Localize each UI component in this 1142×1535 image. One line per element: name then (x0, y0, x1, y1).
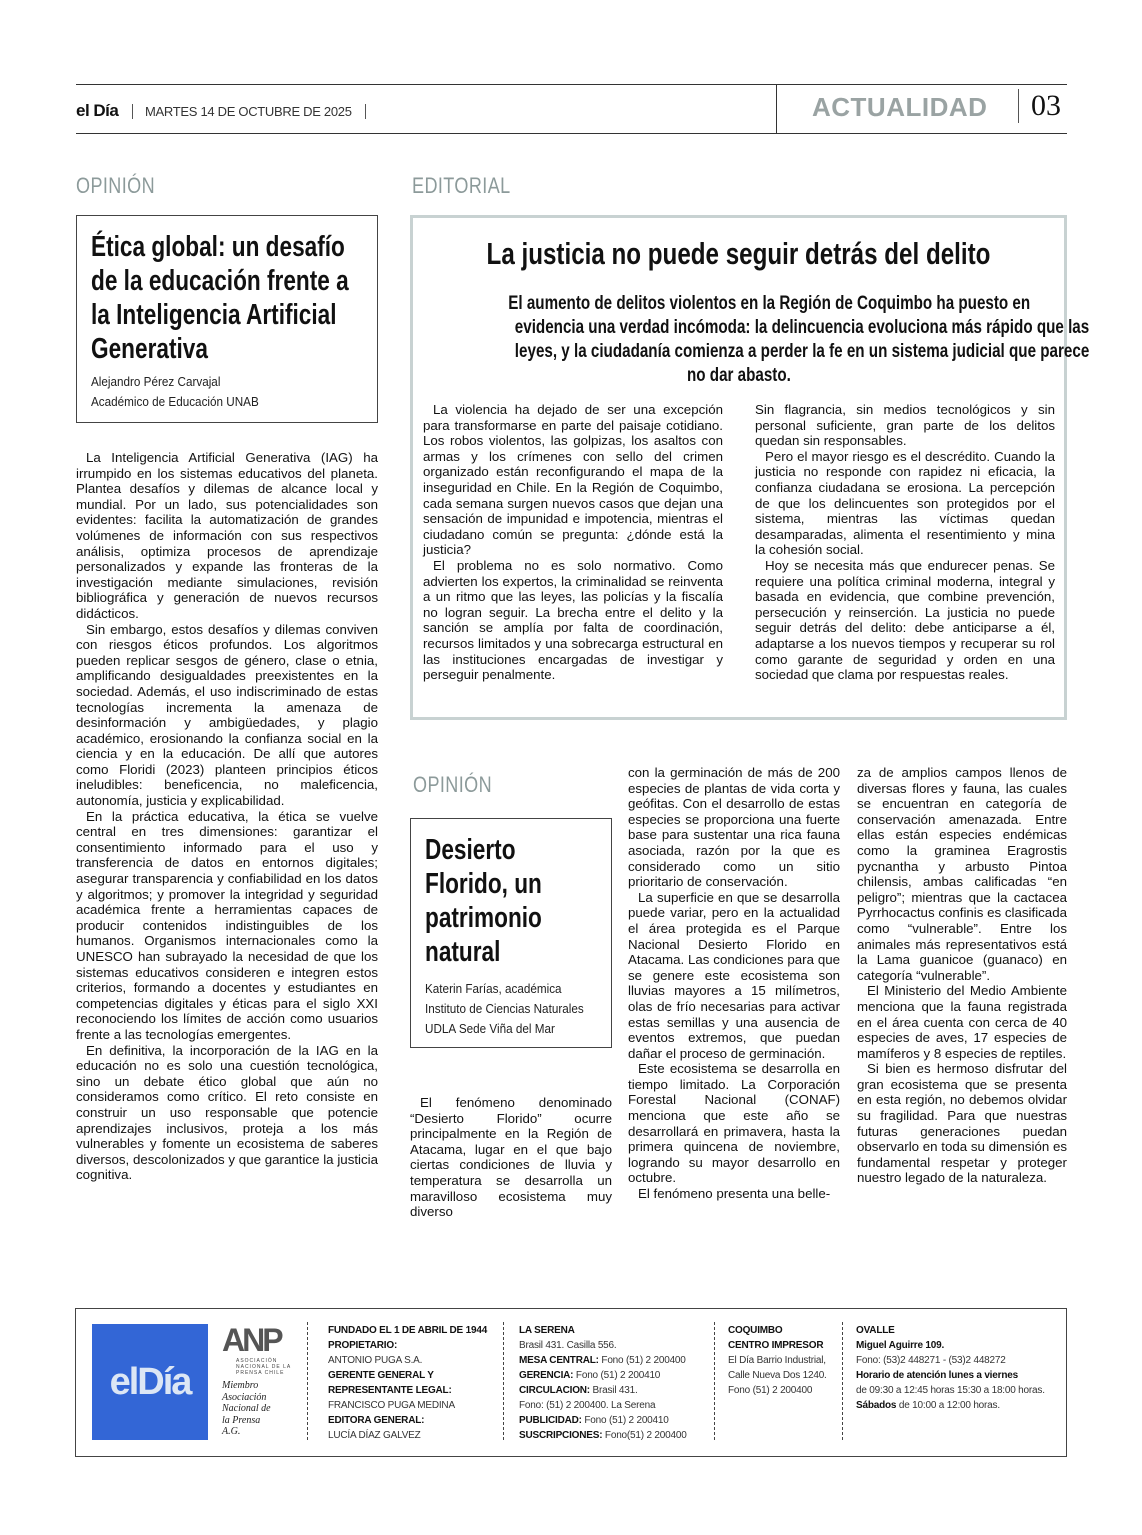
contact-label: CIRCULACION: (519, 1385, 590, 1396)
paragraph: Este ecosistema se desarrolla en tiempo limitado. La Corporación Forestal Nacional (CONAF) menciona que este año se desarrollará en primavera, hasta la primera quincena de noviembre, logrando su mayor desarrollo en octubre. (628, 1061, 840, 1186)
paragraph: En la práctica educativa, la ética se vuelve central en tres dimensiones: garantizar el consentimiento informado para el uso y transferencia de datos en entornos digitales; asegurar transparencia y confiabilidad en los datos y algoritmos; y promover la integridad y seguridad académica frente a herramientas capaces de producir contenidos indistinguibles de los humanos. Organismos internacionales como la UNESCO han subrayado la necesidad de que los sistemas educativos consideren e integren estos criterios, formando a docentes y estudiantes en competencias digitales y éticas para el siglo XXI reconociendo los límites de acción como usuarios frente a las tecnologías emergentes. (76, 808, 378, 1042)
title-line: Generativa (91, 333, 208, 365)
dashed-divider (503, 1322, 504, 1440)
office-address: Brasil 431. Casilla 556. (519, 1340, 617, 1351)
paragraph: con la germinación de más de 200 especies de plantas de vida corta y geófitas. Con el desarrollo de estas especies se proporciona una fuerte base para sustentar una rica fauna asociada, razón por la que es considerado como un sitio prioritario de conservación. (628, 765, 840, 890)
opinion-headline-box (76, 215, 378, 423)
article-title (425, 833, 597, 969)
paragraph: Sin embargo, estos desafíos y dilemas conviven con riesgos éticos profundos. Los algoritmos pueden replicar sesgos de género, clase o etnia, amplificando desigualdades preexistentes en la sociedad. Además, el uso indiscriminado de estas tecnologías incrementa la amenaza de desinformación y ambigüedades, y plagio académico, erosionando la confianza social en la ciencia y en la educación. De allí que autores como Floridi (2023) planteen principios éticos ineludibles: beneficencia, no maleficencia, autonomía, justicia y explicabilidad. (76, 621, 378, 809)
opinion-headline-box (410, 818, 612, 1048)
contact-value: Fono (51) 2 200410 (584, 1415, 669, 1426)
paragraph: Hoy se necesita más que endurecer penas. Se requiere una política criminal moderna, integral y basada en evidencia, que combine prevención, persecución y reinserción. La justicia no puede seguir detrás del delito: debe anticiparse a él, adaptarse a los nuevos tiempos y recuperar su rol como garante de seguridad y orden en una sociedad que clama por respuestas reales. (755, 557, 1055, 683)
contact-value: Fono: (53)2 448271 - (53)2 448272 (856, 1355, 1006, 1366)
member-line: Asociación (222, 1391, 267, 1403)
header-bottom-rule (76, 133, 1067, 134)
section-label-opinion: OPINIÓN (413, 772, 493, 797)
contact-label: GERENCIA: (519, 1370, 574, 1381)
hours-label: Horario de atención lunes a viernes (856, 1370, 1018, 1381)
contact-label: SUSCRIPCIONES: (519, 1430, 603, 1441)
title-line: la Inteligencia Artificial (91, 299, 337, 331)
member-line: Miembro (222, 1380, 259, 1391)
contact-value: Fono (51) 2 200400 (728, 1385, 813, 1396)
title-line: Desierto (425, 834, 516, 866)
editor: LUCÍA DÍAZ GALVEZ (328, 1430, 421, 1441)
paragraph: Pero el mayor riesgo es el descrédito. Cuando la justicia no responde con rapidez ni eficacia, la confianza ciudadana se erosiona. La percepción de que los delincuentes son protegidos por el sistema, mientras las víctimas quedan desamparadas, alimenta el resentimiento y mina la cohesión social. (755, 448, 1055, 558)
colophon-coquimbo (728, 1323, 827, 1398)
paragraph: El fenómeno presenta una belle- (638, 1186, 831, 1202)
dashed-divider (714, 1322, 715, 1440)
page-number: 03 (1018, 89, 1061, 123)
anp-caption: ASOCIACIÓN NACIONAL DE LA PRENSA CHILE (236, 1358, 291, 1376)
author-role: Académico de Educación UNAB (91, 394, 259, 409)
section-name: ACTUALIDAD (812, 92, 988, 122)
editorial-column-1 (423, 402, 723, 683)
paragraph: La Inteligencia Artificial Generativa (IAG) ha irrumpido en los sistemas educativos del planeta. Plantea desafíos y dilemas de alcance local y mundial. Por un lado, sus potencialidades son evidentes: facilita la automatización de grandes volúmenes de información con sus respectivos análisis, optimiza procesos de aprendizaje personalizados y expande las fronteras de la investigación mediante simulaciones, revisión bibliográfica y generación de nuevos recursos didácticos. (76, 450, 378, 621)
title-line: patrimonio (425, 902, 542, 934)
hours-value: de 10:00 a 12:00 horas. (898, 1400, 1000, 1411)
header-divider (776, 84, 777, 134)
contact-label: MESA CENTRAL: (519, 1355, 599, 1366)
dashed-divider (842, 1322, 843, 1440)
manager-label: GERENTE GENERAL Y (328, 1370, 434, 1381)
hours-value: de 09:30 a 12:45 horas 15:30 a 18:00 horas. (856, 1385, 1045, 1396)
dashed-divider (307, 1322, 308, 1440)
article-column-1 (410, 1095, 612, 1220)
office-subtitle: CENTRO IMPRESOR (728, 1340, 824, 1351)
contact-value: Fono: (51) 2 200400. La Serena (519, 1400, 656, 1411)
contact-value: Fono (51) 2 200410 (575, 1370, 661, 1381)
el-dia-logo[interactable]: elDía (92, 1324, 208, 1440)
manager: FRANCISCO PUGA MEDINA (328, 1400, 455, 1411)
lead-line: no dar abasto. (686, 365, 791, 386)
member-line: Nacional de (222, 1403, 271, 1414)
title-line: Ética global: un desafío (91, 231, 345, 263)
author-name: Alejandro Pérez Carvajal (91, 374, 221, 389)
office-address: El Día Barrio Industrial, (728, 1355, 826, 1366)
paragraph: El fenómeno denominado “Desierto Florido” ocurre principalmente en la Región de Atacama, lugar en el que bajo ciertas condiciones de lluvia y temperatura se desarrolla un maravilloso ecosistema muy diverso (410, 1095, 612, 1220)
paragraph: El Ministerio del Medio Ambiente menciona que la fauna registrada en el área cuenta con cerca de 40 especies de aves, 17 especies de mamíferos y 8 especies de reptiles. (857, 983, 1067, 1061)
owner: ANTONIO PUGA S.A. (328, 1355, 423, 1366)
contact-label: PUBLICIDAD: (519, 1415, 582, 1426)
member-line: A.G. (222, 1426, 241, 1437)
contact-value: Fono(51) 2 200400 (604, 1430, 687, 1441)
paragraph: En definitiva, la incorporación de la IAG en la educación no es solo una cuestión tecnológica, sino un debate ético global que aún no consideramos como crítico. El reto consiste en construir un uso responsable que potencie aprendizajes inclusivos, proteja a los más vulnerables y fomente un ecosistema de saberes diversos, descolonizados y que garantice la justicia cognitiva. (76, 1042, 378, 1183)
article-column-2 (628, 765, 840, 1202)
owner-label: PROPIETARIO: (328, 1340, 398, 1351)
article-title (91, 230, 363, 366)
manager-label: REPRESENTANTE LEGAL: (328, 1385, 452, 1396)
editor-label: EDITORA GENERAL: (328, 1415, 425, 1426)
founded-date: FUNDADO EL 1 DE ABRIL DE 1944 (328, 1325, 488, 1336)
colophon-ovalle (856, 1323, 1045, 1413)
title-line: de la educación frente a (91, 265, 349, 297)
editorial-lead (443, 292, 1090, 388)
lead-line: El aumento de delitos violentos en la Región de Coquimbo ha puesto en (508, 293, 1031, 314)
article-column-3 (857, 765, 1067, 1186)
anp-membership (222, 1380, 292, 1438)
masthead-logo[interactable]: el Día (76, 101, 119, 120)
article-body (76, 450, 378, 1183)
paragraph: La superficie en que se desarrolla puede variar, pero en la actualidad el área protegida es el Parque Nacional Desierto Florido en Atacama. Las condiciones para que se genere este ecosistema son lluvias mayores a 15 milímetros, olas de frío necesarias para activar estas semillas y una ausencia de eventos extremos, que puedan dañar el proceso de germinación. (628, 889, 840, 1061)
paragraph: Sin flagrancia, sin medios tecnológicos y sin personal suficiente, gran parte de los delitos quedan sin responsables. (755, 402, 1055, 449)
hours-label: Sábados (856, 1400, 897, 1411)
issue-date: MARTES 14 DE OCTUBRE DE 2025 (132, 104, 352, 119)
member-line: la Prensa (222, 1414, 261, 1426)
author-name: Katerin Farías, académica (425, 981, 562, 996)
office-title: COQUIMBO (728, 1325, 783, 1336)
paragraph: Si bien es hermoso disfrutar del gran ecosistema que se presenta en esta región, no debemos olvidar su fragilidad. Para que nuestras futuras generaciones puedan observarlo en toda su dimensión es fundamental respetar y proteger nuestro legado de la naturaleza. (857, 1061, 1067, 1186)
anp-mark: ANP (222, 1322, 281, 1358)
paragraph: za de amplios campos llenos de diversas flores y fauna, las cuales se encuentran en categoría de conservación amenazada. Entre ellas están especies endémicas como la graminea Eragrostis pycnantha y arbusto Pintoa chilensis, ambas calificadas “en peligro”; mientras que la cactacea Pyrrhocactus confinis es clasificada como “vulnerable”. Entre los animales más representativos está la Lama guanicoe (guanaco) en categoría “vulnerable”. (857, 765, 1067, 983)
anp-logo (222, 1324, 292, 1438)
title-line: natural (425, 936, 501, 968)
lead-line: evidencia una verdad incómoda: la delincuencia evoluciona más rápido que las (514, 317, 1090, 338)
paragraph: El problema no es solo normativo. Como advierten los expertos, la criminalidad se reinventa a un ritmo que las leyes, las policías y la fiscalía no logran seguir. La brecha entre el delito y la sanción se amplía por falta de coordinación, recursos limitados y una sobrecarga estructural en las instituciones encargadas de investigar y perseguir penalmente. (423, 557, 723, 683)
colophon-staff (328, 1323, 487, 1443)
colophon-la-serena (519, 1323, 687, 1443)
contact-value: Brasil 431. (592, 1385, 638, 1396)
office-title: LA SERENA (519, 1325, 575, 1336)
header-top-rule (76, 84, 1067, 85)
author-org: UDLA Sede Viña del Mar (425, 1021, 555, 1036)
paragraph: La violencia ha dejado de ser una excepción para transformarse en parte del paisaje cotidiano. Los robos violentos, las golpizas, los asaltos con armas y los crímenes con sello del crimen organizado están reconfigurando el mapa de la inseguridad en Chile. En la Región de Coquimbo, cada semana surgen nuevos casos que dejan una sensación de impunidad e impotencia, mientras el ciudadano común se pregunta: ¿dónde está la justicia? (423, 402, 723, 558)
editorial-title: La justicia no puede seguir detrás del delito (486, 236, 991, 271)
section-label-opinion: OPINIÓN (76, 173, 156, 198)
office-title: OVALLE (856, 1325, 895, 1336)
office-address: Calle Nueva Dos 1240. (728, 1370, 827, 1381)
editorial-column-2 (755, 402, 1055, 683)
section-label-editorial: EDITORIAL (412, 173, 511, 198)
office-address: Miguel Aguirre 109. (856, 1340, 945, 1351)
title-line: Florido, un (425, 868, 542, 900)
author-role: Instituto de Ciencias Naturales (425, 1001, 584, 1016)
contact-value: Fono (51) 2 200400 (601, 1355, 686, 1366)
lead-line: leyes, y la ciudadanía comienza a perder la fe en un sistema judicial que parece (514, 341, 1090, 362)
